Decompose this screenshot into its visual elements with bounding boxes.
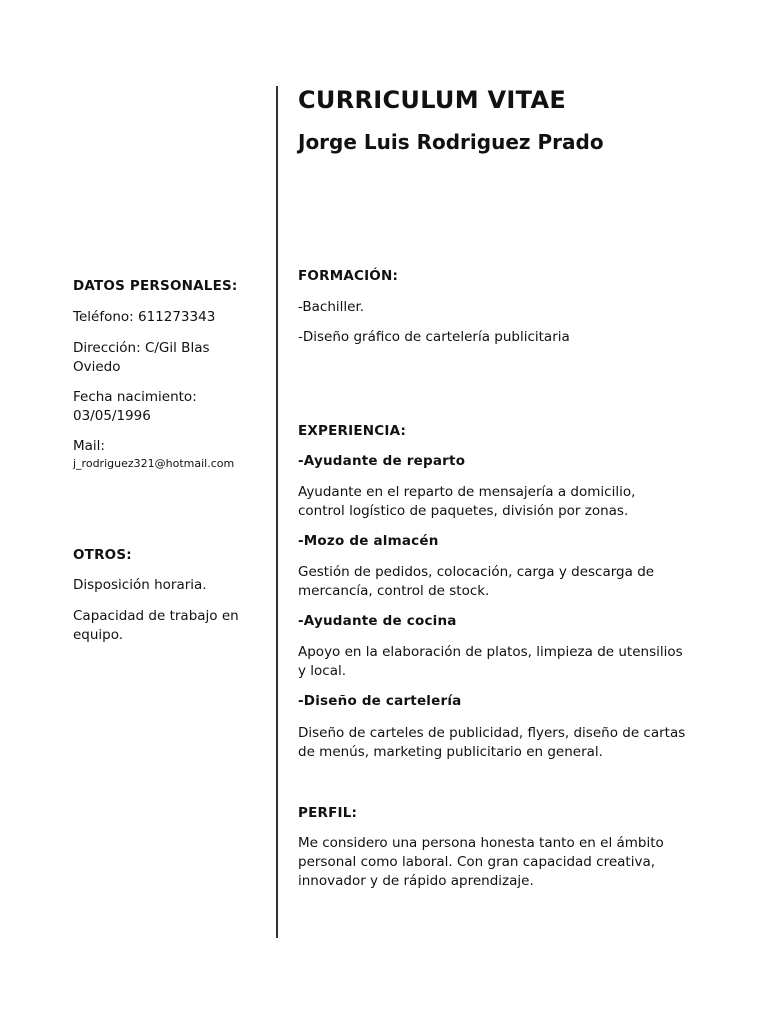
job-description-line: y local. bbox=[298, 663, 347, 679]
phone-text: Teléfono: 611273343 bbox=[73, 309, 216, 325]
perfil-line: Me considero una persona honesta tanto en el ámbito bbox=[298, 835, 664, 851]
job-description-line: control logístico de paquetes, división por zonas. bbox=[298, 503, 629, 519]
column-divider bbox=[276, 86, 278, 938]
personal-heading: DATOS PERSONALES: bbox=[73, 278, 238, 294]
formacion-item: -Bachiller. bbox=[298, 299, 365, 315]
job-description-line: Gestión de pedidos, colocación, carga y descarga de bbox=[298, 564, 655, 580]
job-title: -Ayudante de reparto bbox=[298, 453, 466, 469]
job-description-line: Ayudante en el reparto de mensajería a domicilio, bbox=[298, 484, 636, 500]
perfil-line: personal como laboral. Con gran capacidad creativa, bbox=[298, 854, 656, 870]
perfil-heading: PERFIL: bbox=[298, 805, 358, 821]
job-title: -Mozo de almacén bbox=[298, 533, 439, 549]
otros-heading: OTROS: bbox=[73, 547, 132, 563]
perfil-line: innovador y de rápido aprendizaje. bbox=[298, 873, 534, 889]
otros-item-2-line-2: equipo. bbox=[73, 627, 124, 643]
birth-label: Fecha nacimiento: bbox=[73, 389, 197, 405]
address-line-1: Dirección: C/Gil Blas bbox=[73, 340, 210, 356]
document-title: CURRICULUM VITAE bbox=[298, 86, 567, 114]
birth-date: 03/05/1996 bbox=[73, 408, 151, 424]
address-line-2: Oviedo bbox=[73, 359, 121, 375]
job-title: -Ayudante de cocina bbox=[298, 613, 457, 629]
mail-label: Mail: bbox=[73, 438, 105, 454]
formacion-item: -Diseño gráfico de cartelería publicitaria bbox=[298, 329, 570, 345]
job-description-line: mercancía, control de stock. bbox=[298, 583, 490, 599]
otros-item-2-line-1: Capacidad de trabajo en bbox=[73, 608, 239, 624]
mail-address: j_rodriguez321@hotmail.com bbox=[73, 457, 235, 470]
experiencia-heading: EXPERIENCIA: bbox=[298, 423, 407, 439]
formacion-heading: FORMACIÓN: bbox=[298, 268, 399, 284]
otros-item-1: Disposición horaria. bbox=[73, 577, 207, 593]
job-description-line: Diseño de carteles de publicidad, flyers, diseño de cartas bbox=[298, 725, 686, 741]
job-title: -Diseño de cartelería bbox=[298, 693, 462, 709]
job-description-line: Apoyo en la elaboración de platos, limpieza de utensilios bbox=[298, 644, 683, 660]
candidate-name: Jorge Luis Rodriguez Prado bbox=[298, 130, 604, 154]
job-description-line: de menús, marketing publicitario en general. bbox=[298, 744, 603, 760]
